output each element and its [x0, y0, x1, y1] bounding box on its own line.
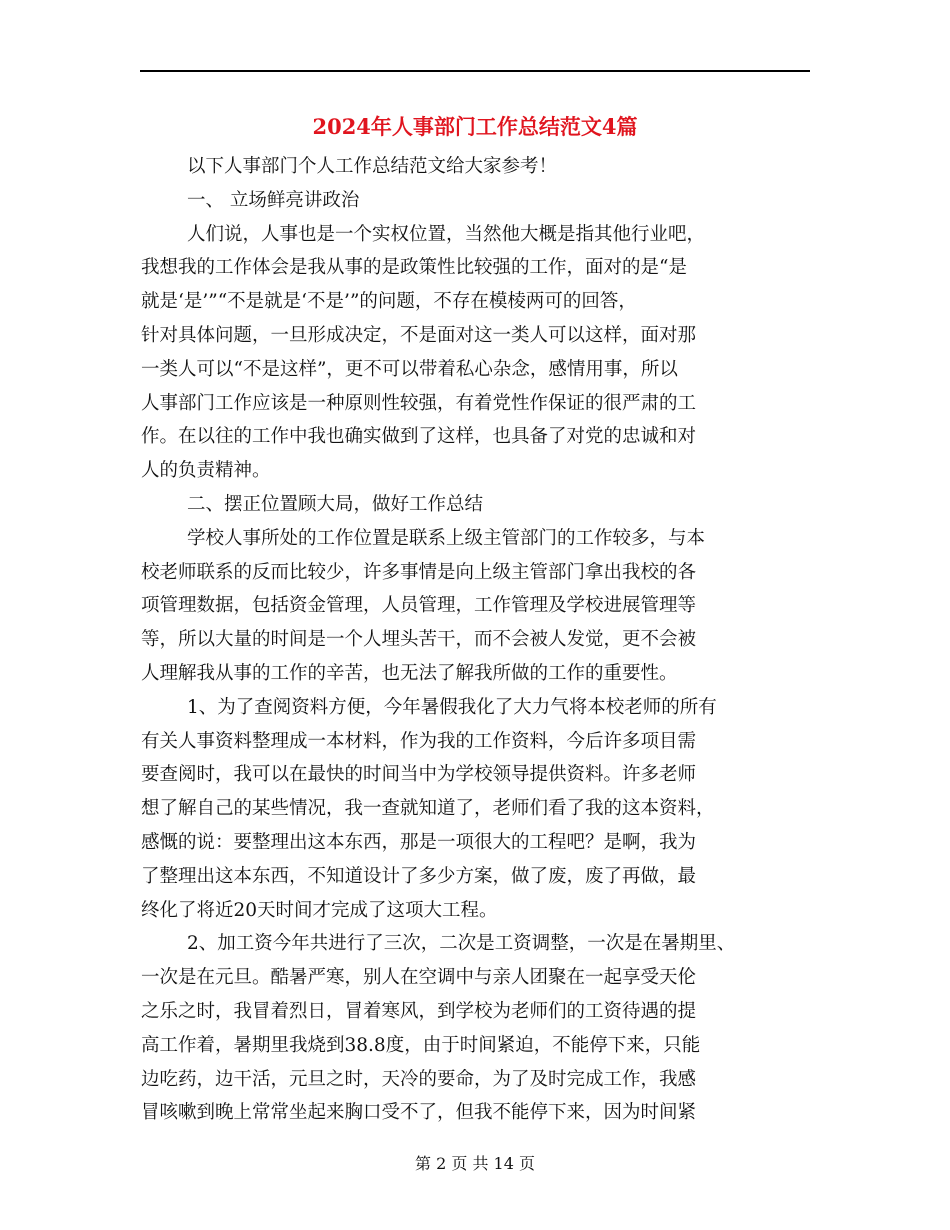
- paragraph-line: 要查阅时，我可以在最快的时间当中为学校领导提供资料。许多老师: [141, 764, 697, 786]
- paragraph-line: 人理解我从事的工作的辛苦，也无法了解我所做的工作的重要性。: [141, 662, 678, 684]
- paragraph-line: 2、加工资今年共进行了三次，二次是工资调整，一次是在暑期里、: [187, 933, 736, 955]
- paragraph-line: 之乐之时，我冒着烈日，冒着寒风，到学校为老师们的工资待遇的提: [141, 1000, 697, 1022]
- document-title: 2024年人事部门工作总结范文4篇: [312, 114, 638, 139]
- paragraph-line: 人的负责精神。: [141, 460, 271, 482]
- paragraph-line: 等，所以大量的时间是一个人埋头苦干，而不会被人发觉，更不会被: [141, 629, 697, 651]
- header-rule: [140, 70, 810, 72]
- paragraph-line: 人们说，人事也是一个实权位置，当然他大概是指其他行业吧，: [187, 223, 706, 245]
- paragraph-line: 一类人可以“不是这样”，更不可以带着私心杂念，感情用事，所以: [141, 358, 678, 380]
- paragraph-line: 校老师联系的反而比较少，许多事情是向上级主管部门拿出我校的各: [141, 561, 697, 583]
- paragraph-line: 1、为了查阅资料方便，今年暑假我化了大力气将本校老师的所有: [187, 696, 717, 718]
- paragraph-line: 学校人事所处的工作位置是联系上级主管部门的工作较多，与本: [187, 527, 706, 549]
- paragraph-line: 一次是在元旦。酷暑严寒，别人在空调中与亲人团聚在一起享受天伦: [141, 967, 697, 989]
- paragraph-line: 高工作着，暑期里我烧到38.8度，由于时间紧迫，不能停下来，只能: [141, 1034, 701, 1056]
- paragraph-line: 人事部门工作应该是一种原则性较强，有着党性作保证的很严肃的工: [141, 392, 697, 414]
- paragraph-line: 就是‘是’”“不是就是‘不是’”的问题，不存在模棱两可的回答，: [141, 291, 637, 313]
- paragraph-line: 边吃药，边干活，元旦之时，天冷的要命，为了及时完成工作，我感: [141, 1068, 697, 1090]
- section-heading: 二、摆正位置顾大局，做好工作总结: [187, 493, 484, 515]
- paragraph-line: 项管理数据，包括资金管理，人员管理，工作管理及学校进展管理等: [141, 595, 697, 617]
- page-number: 第 2 页 共 14 页: [415, 1154, 535, 1173]
- paragraph-line: 想了解自己的某些情况，我一查就知道了，老师们看了我的这本资料，: [141, 798, 715, 820]
- section-heading: 一、 立场鲜亮讲政治: [187, 189, 360, 211]
- paragraph-line: 以下人事部门个人工作总结范文给大家参考！: [187, 156, 558, 177]
- paragraph-line: 有关人事资料整理成一本材料，作为我的工作资料，今后许多项目需: [141, 730, 697, 752]
- paragraph-line: 我想我的工作体会是我从事的是政策性比较强的工作，面对的是“是: [141, 257, 687, 279]
- paragraph-line: 作。在以往的工作中我也确实做到了这样，也具备了对党的忠诚和对: [141, 426, 697, 448]
- document-body: [141, 150, 811, 1130]
- paragraph-line: 感慨的说：要整理出这本东西，那是一项很大的工程吧？是啊，我为: [141, 831, 697, 853]
- paragraph-line: 针对具体问题，一旦形成决定，不是面对这一类人可以这样，面对那: [141, 324, 697, 346]
- paragraph-line: 终化了将近20天时间才完成了这项大工程。: [141, 899, 498, 921]
- paragraph-line: 冒咳嗽到晚上常常坐起来胸口受不了，但我不能停下来，因为时间紧: [141, 1102, 697, 1124]
- paragraph-line: 了整理出这本东西，不知道设计了多少方案，做了废，废了再做，最: [141, 865, 697, 887]
